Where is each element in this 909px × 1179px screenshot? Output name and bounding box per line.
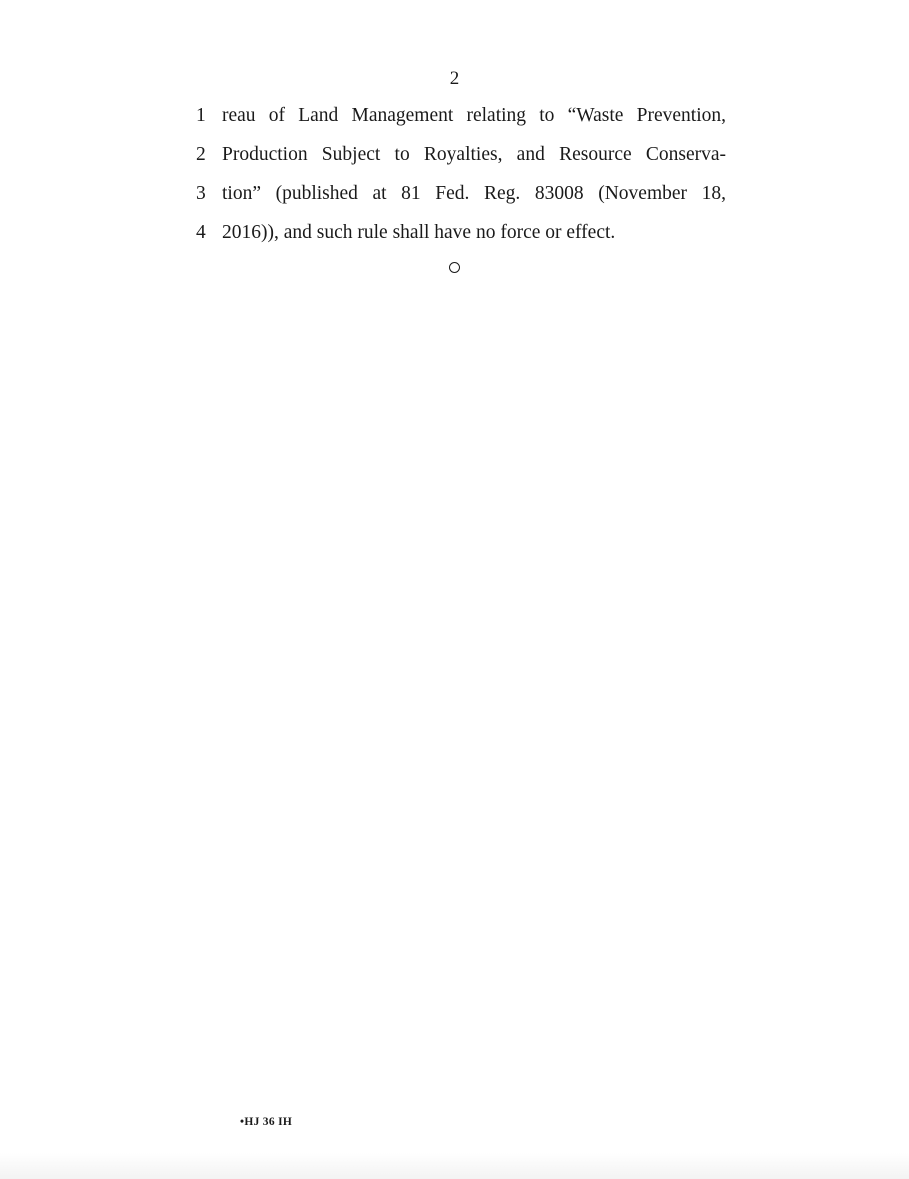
document-id: •HJ 36 IH	[240, 1116, 293, 1128]
line-text: reau of Land Management relating to “Waste Prevention,	[222, 105, 726, 126]
line-text: 2016)), and such rule shall have no force or effect.	[222, 222, 616, 243]
line-number: 4	[196, 222, 206, 243]
bill-line-2	[196, 141, 726, 169]
bill-line-3	[196, 180, 726, 208]
line-number: 2	[196, 144, 206, 165]
bill-line-4	[196, 219, 726, 247]
line-number: 3	[196, 183, 206, 204]
line-number: 1	[196, 105, 206, 126]
page-bottom-edge	[0, 1153, 909, 1179]
page-number: 2	[449, 68, 460, 89]
open-circle-icon	[449, 262, 460, 273]
line-text: tion” (published at 81 Fed. Reg. 83008 (November 18,	[222, 183, 726, 204]
bill-line-1	[196, 102, 726, 130]
line-text: Production Subject to Royalties, and Resource Conserva-	[222, 144, 726, 165]
